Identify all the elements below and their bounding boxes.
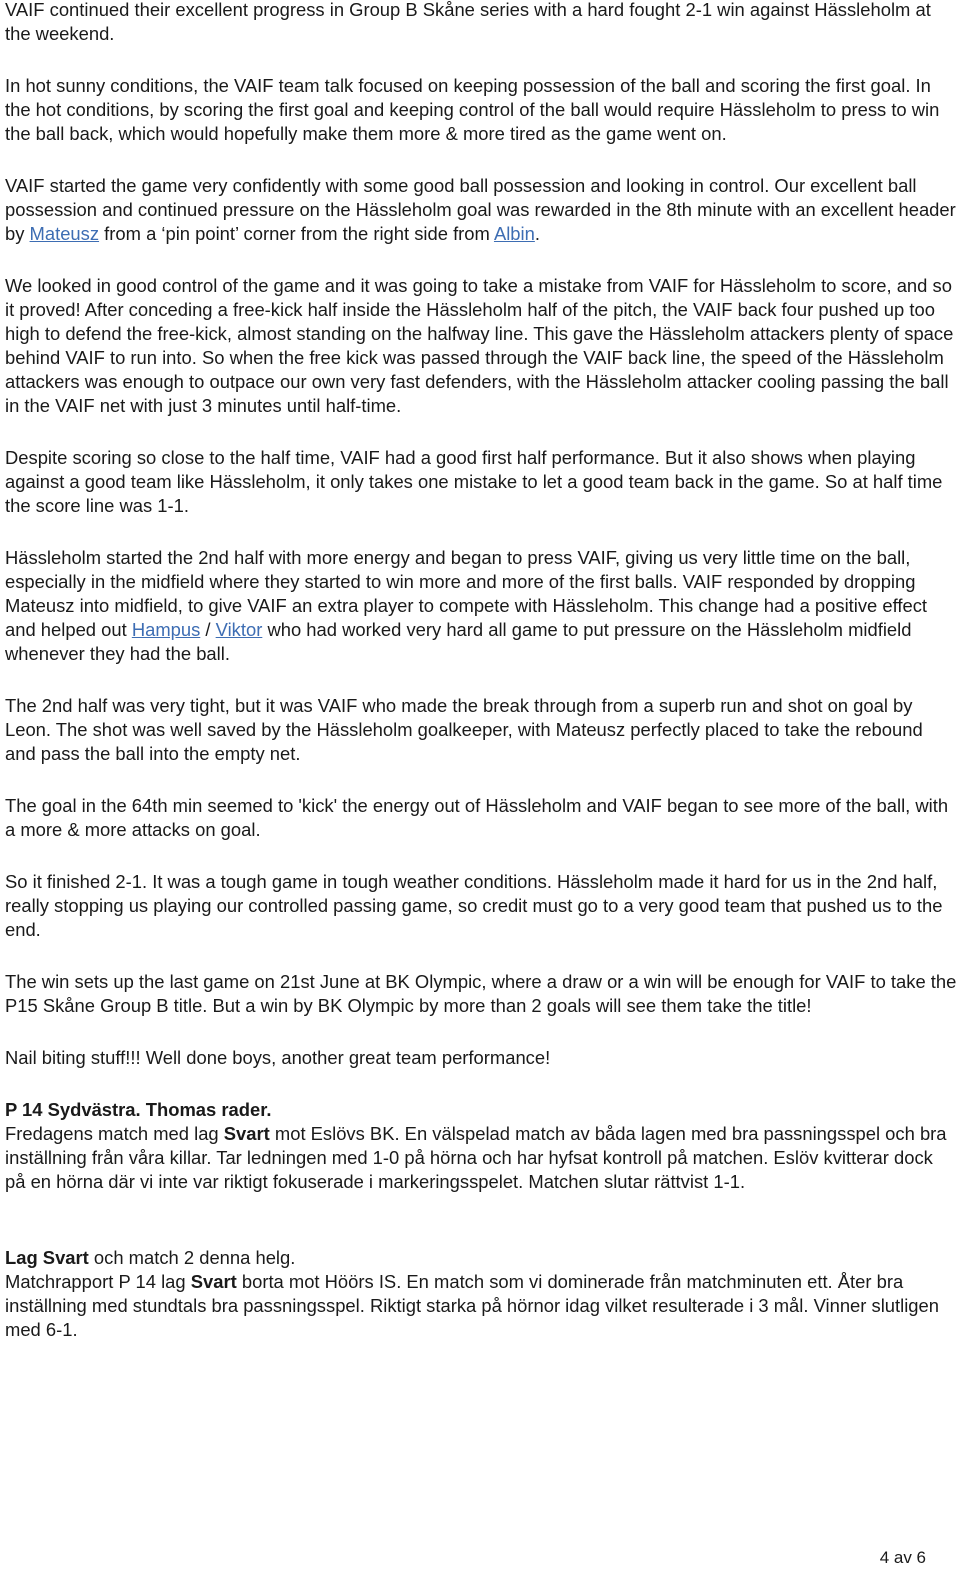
text-segment: Matchrapport P 14 lag	[5, 1271, 191, 1292]
player-link-mateusz[interactable]: Mateusz	[29, 223, 100, 244]
text-separator: /	[200, 619, 216, 640]
text-segment: from a ‘pin point’ corner from the right side from	[99, 223, 494, 244]
paragraph-half-time: Despite scoring so close to the half time, VAIF had a good first half performance. But it also shows when playing against a good team like Hässleholm, it only takes one mistake to let a good team back in the game. So at half time the score line was 1-1.	[5, 447, 943, 516]
paragraph-64th-min: The goal in the 64th min seemed to 'kick' the energy out of Hässleholm and VAIF began to see more of the ball, with a more & more attacks on goal.	[5, 795, 949, 840]
page-number: 4 av 6	[879, 1548, 926, 1567]
text-segment: who had worked very hard all game to put pressure on the Hässleholm midfield whenever they had the ball.	[5, 619, 912, 664]
spacer	[5, 1194, 957, 1246]
text-segment: mot Eslövs BK. En välspelad match av båda lagen med bra passningsspel och bra inställning från våra killar. Tar ledningen med 1-0 på hörna och har hyfsat kontroll på matchen. Eslöv kvitterar dock på en hörna där vi inte var riktigt fokuserade i markeringsspelet. Matchen slutar rättvist 1-1.	[5, 1123, 947, 1192]
document-page	[5, 0, 957, 1342]
paragraph-conditions: In hot sunny conditions, the VAIF team talk focused on keeping possession of the ball and scoring the first goal. In the hot conditions, by scoring the first goal and keeping control of the ball would require Hässleholm to press to win the ball back, which would hopefully make them more & more tired as the game went on.	[5, 75, 940, 144]
paragraph-next-game: The win sets up the last game on 21st June at BK Olympic, where a draw or a win will be enough for VAIF to take the P15 Skåne Group B title. But a win by BK Olympic by more than 2 goals will see them take the title!	[5, 971, 957, 1016]
section-p14-report	[5, 1098, 957, 1194]
paragraph-first-goal	[5, 174, 957, 246]
text-segment: och match 2 denna helg.	[88, 1247, 296, 1268]
text-segment: borta mot Höörs IS. En match som vi dominerade från matchminuten ett. Åter bra inställning med stundtals bra passningsspel. Riktigt starka på hörnor idag vilket resulterade i 3 mål. Vinner slutligen med 6-1.	[5, 1271, 939, 1340]
text-segment: .	[534, 223, 540, 244]
text-segment: VAIF started the game very confidently with some good ball possession and looking in control. Our excellent ball possession and continued pressure on the Hässleholm goal was rewarded in the 8th minute with an excellent header by	[5, 175, 956, 244]
team-name-bold: Svart	[223, 1123, 270, 1144]
team-name-bold: Lag Svart	[5, 1247, 89, 1268]
section-heading: P 14 Sydvästra. Thomas rader.	[5, 1099, 272, 1120]
text-segment: Fredagens match med lag	[5, 1123, 224, 1144]
player-link-viktor[interactable]: Viktor	[215, 619, 263, 640]
paragraph-final-score: So it finished 2-1. It was a tough game in tough weather conditions. Hässleholm made it hard for us in the 2nd half, really stopping us playing our controlled passing game, so credit must go to a very good team that pushed us to the end.	[5, 871, 943, 940]
paragraph-winning-goal: The 2nd half was very tight, but it was VAIF who made the break through from a superb run and shot on goal by Leon. The shot was well saved by the Hässleholm goalkeeper, with Mateusz perfectly placed to take the rebound and pass the ball into the empty net.	[5, 695, 923, 764]
paragraph-second-half	[5, 546, 957, 666]
paragraph-equaliser: We looked in good control of the game and it was going to take a mistake from VAIF for Hässleholm to score, and so it proved! After conceding a free-kick half inside the Hässleholm half of the pitch, the VAIF back four pushed up too high to defend the free-kick, almost standing on the halfway line. This gave the Hässleholm attackers plenty of space behind VAIF to run into. So when the free kick was passed through the VAIF back line, the speed of the Hässleholm attackers was enough to outpace our own very fast defenders, with the Hässleholm attacker cooling passing the ball in the VAIF net with just 3 minutes until half-time.	[5, 275, 954, 416]
paragraph-closing: Nail biting stuff!!! Well done boys, another great team performance!	[5, 1047, 551, 1068]
player-link-albin[interactable]: Albin	[493, 223, 535, 244]
player-link-hampus[interactable]: Hampus	[131, 619, 201, 640]
team-name-bold: Svart	[190, 1271, 237, 1292]
section-p14-match2	[5, 1246, 957, 1342]
paragraph-intro: VAIF continued their excellent progress in Group B Skåne series with a hard fought 2-1 win against Hässleholm at the weekend.	[5, 0, 931, 44]
text-segment: Hässleholm started the 2nd half with more energy and began to press VAIF, giving us very little time on the ball, especially in the midfield where they started to win more and more of the first balls. VAIF responded by dropping Mateusz into midfield, to give VAIF an extra player to compete with Hässleholm. This change had a positive effect and helped out	[5, 547, 928, 640]
